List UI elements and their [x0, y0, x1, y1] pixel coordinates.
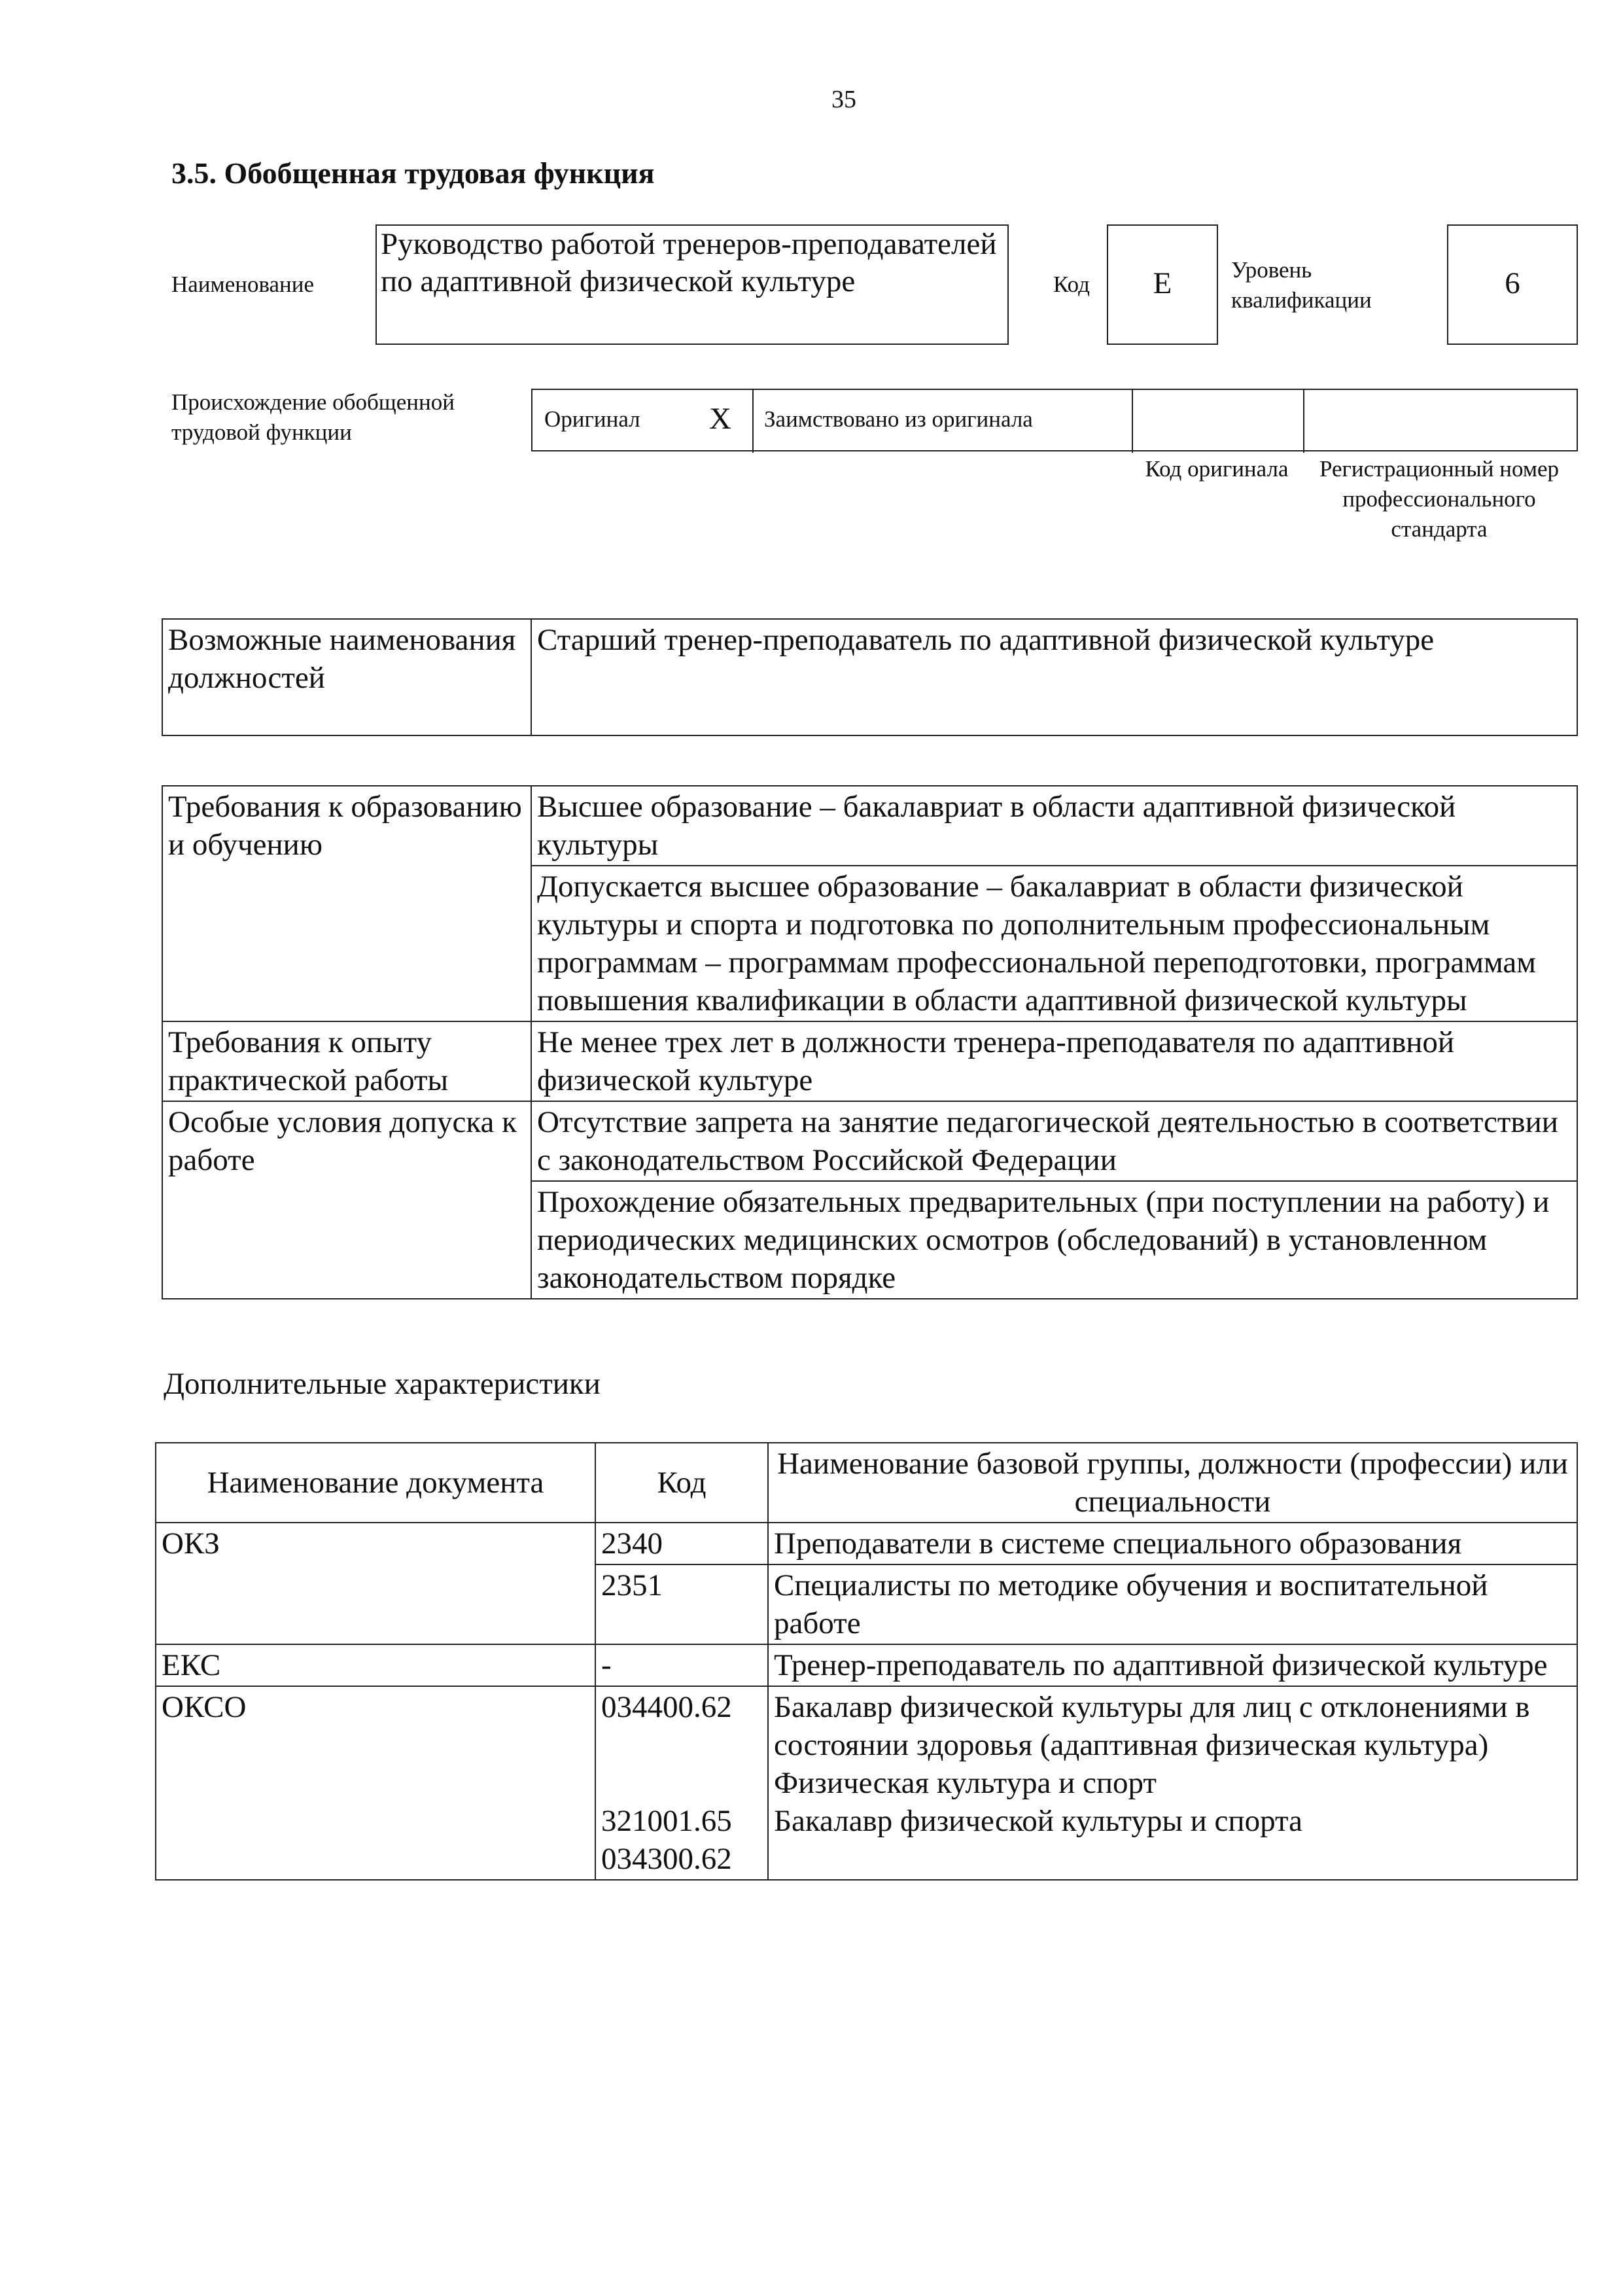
origin-divider-2 [1132, 390, 1133, 453]
page-number: 35 [831, 86, 856, 113]
okz-name-2: Специалисты по методике обучения и воспитательной работе [768, 1564, 1577, 1644]
okso-name-1: Бакалавр физической культуры для лиц с отклонениями в состоянии здоровья (адаптивная физическая культура) Физическая культура и спорт [774, 1690, 1530, 1800]
header-group: Наименование базовой группы, должности (профессии) или специальности [768, 1443, 1577, 1523]
requirements-table [162, 785, 1578, 1299]
origin-divider-1 [752, 390, 754, 453]
code-value: E [1153, 266, 1172, 300]
positions-table [162, 618, 1578, 736]
education-value-2: Допускается высшее образование – бакалавриат в области физической культуры и спорта и подготовка по дополнительным профессиональным программам – программам профессиональной переподготовки, программам повышения квалификации в области адаптивной физической культуры [531, 866, 1577, 1021]
okso-doc: ОКСО [156, 1686, 595, 1880]
code-original-label: Код оригинала [1145, 456, 1289, 482]
okz-code-1: 2340 [595, 1523, 768, 1564]
borrowed-label: Заимствовано из оригинала [764, 406, 1033, 432]
level-label: Уровень квалификации [1231, 257, 1372, 313]
okz-code-2: 2351 [595, 1564, 768, 1644]
positions-label: Возможные наименования должностей [162, 619, 531, 735]
okso-name-2: Бакалавр физической культуры и спорта [774, 1804, 1302, 1838]
origin-divider-3 [1303, 390, 1304, 453]
okso-code-1: 034400.62 [601, 1690, 732, 1724]
experience-value: Не менее трех лет в должности тренера-преподавателя по адаптивной физической культуре [531, 1021, 1577, 1101]
okso-names [768, 1686, 1577, 1880]
special-value-1: Отсутствие запрета на занятие педагогической деятельностью в соответствии с законодательством Российской Федерации [531, 1101, 1577, 1181]
special-label: Особые условия допуска к работе [162, 1101, 531, 1299]
additional-table [155, 1442, 1578, 1881]
education-label: Требования к образованию и обучению [162, 786, 531, 1021]
name-label: Наименование [171, 272, 315, 297]
level-value: 6 [1505, 266, 1520, 300]
code-label: Код [1053, 272, 1090, 297]
section-title: 3.5. Обобщенная трудовая функция [171, 156, 655, 190]
original-mark: X [709, 402, 731, 436]
special-value-2: Прохождение обязательных предварительных (при поступлении на работу) и периодических медицинских осмотров (обследований) в установленном законодательством порядке [531, 1181, 1577, 1299]
origin-row [531, 389, 1578, 451]
okso-code-spacer [601, 1726, 762, 1802]
okz-doc: ОКЗ [156, 1523, 595, 1644]
header-document: Наименование документа [156, 1443, 595, 1523]
level-box [1447, 224, 1578, 345]
okz-name-1: Преподаватели в системе специального образования [768, 1523, 1577, 1564]
function-name-value: Руководство работой тренеров-преподавателей по адаптивной физической культуре [381, 227, 997, 298]
additional-title: Дополнительные характеристики [164, 1367, 601, 1401]
origin-label: Происхождение обобщенной трудовой функции [171, 389, 455, 445]
experience-label: Требования к опыту практической работы [162, 1021, 531, 1101]
eks-code: - [595, 1644, 768, 1686]
header-code: Код [595, 1443, 768, 1523]
eks-name: Тренер-преподаватель по адаптивной физической культуре [768, 1644, 1577, 1686]
code-box [1107, 224, 1218, 345]
original-label: Оригинал [544, 406, 640, 432]
function-name-box [375, 224, 1009, 345]
okso-code-2: 321001.65 [601, 1804, 732, 1838]
okso-code-3: 034300.62 [601, 1842, 732, 1876]
reg-number-label: Регистрационный номер профессионального стандарта [1319, 456, 1560, 542]
positions-value: Старший тренер-преподаватель по адаптивной физической культуре [531, 619, 1577, 735]
okso-codes [595, 1686, 768, 1880]
eks-doc: ЕКС [156, 1644, 595, 1686]
education-value-1: Высшее образование – бакалавриат в области адаптивной физической культуры [531, 786, 1577, 866]
